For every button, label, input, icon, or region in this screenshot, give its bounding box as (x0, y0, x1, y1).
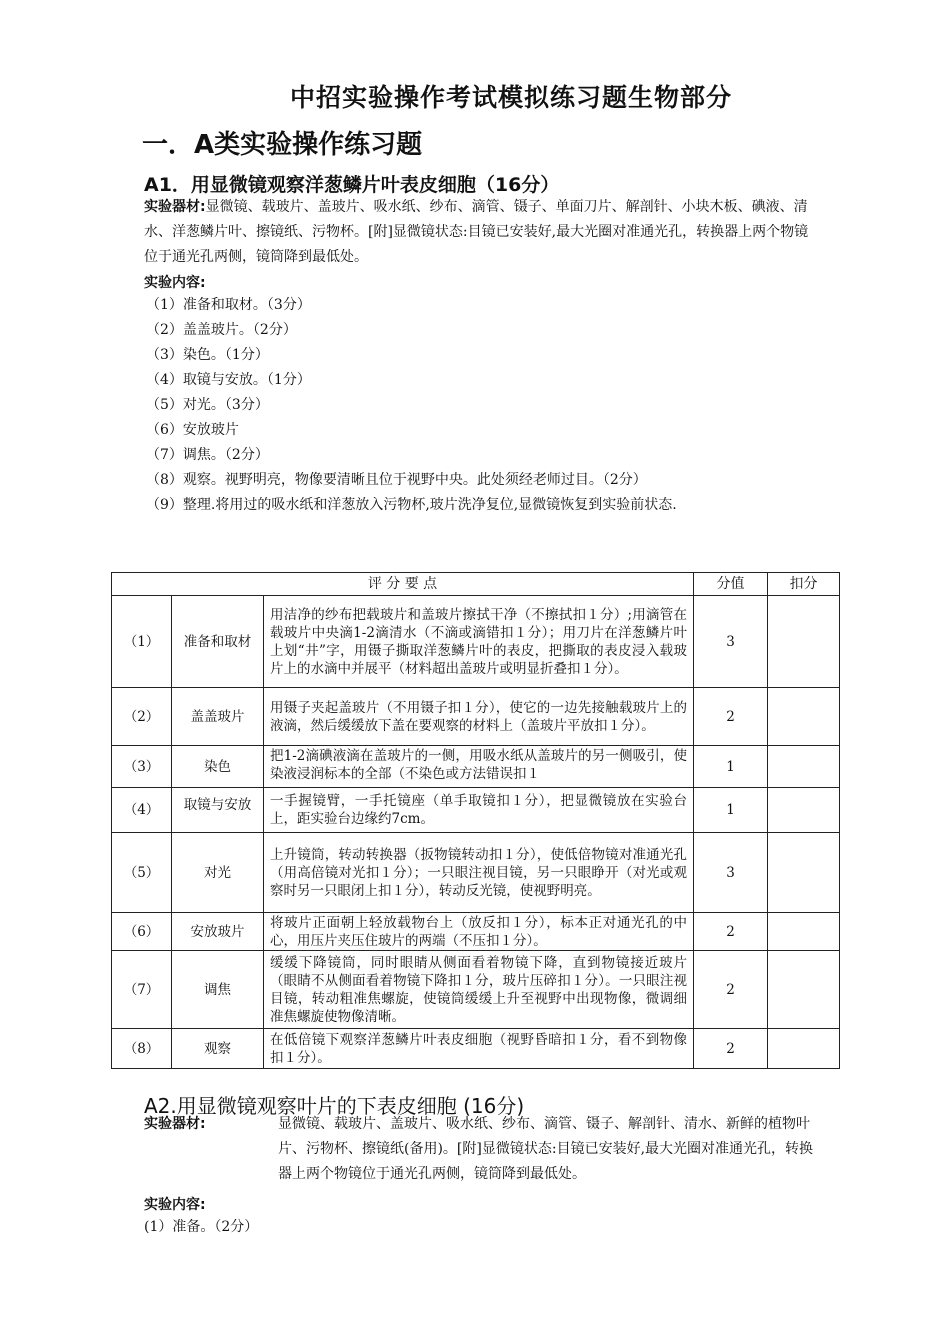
a2-equipment-text: 显微镜、载玻片、盖玻片、吸水纸、纱布、滴管、镊子、解剖针、清水、新鲜的植物叶片、污物杯、擦镜纸(备用)。[附]显微镜状态:目镜已安装好,最大光圈对准通光孔，转换器上两个物镜位于通光孔两侧，镜筒降到最低处。 (278, 1116, 814, 1182)
table-row (112, 1029, 840, 1069)
a1-step: （3）染色。（1分） (146, 347, 269, 363)
row-score: 1 (694, 746, 768, 788)
row-score: 2 (694, 913, 768, 951)
header-score: 分值 (694, 573, 768, 596)
a1-step: （2）盖盖玻片。（2分） (146, 322, 297, 338)
row-name: 观察 (172, 1029, 264, 1069)
row-index: （6） (112, 913, 172, 951)
scoring-table (111, 572, 840, 1069)
a2-equipment-label: 实验器材: (144, 1116, 206, 1132)
a1-heading: A1．用显微镜观察洋葱鳞片叶表皮细胞（16分） (144, 174, 560, 196)
row-description: 将玻片正面朝上轻放载物台上（放反扣１分），标本正对通光孔的中心，用压片夹压住玻片的两端（不压扣１分）。 (264, 913, 694, 951)
row-name: 调焦 (172, 951, 264, 1029)
row-description: 缓缓下降镜筒，同时眼睛从侧面看着物镜下降，直到物镜接近玻片（眼睛不从侧面看着物镜下降扣１分，玻片压碎扣１分）。一只眼注视目镜，转动粗准焦螺旋，使镜筒缓缓上升至视野中出现物像，微调细准焦螺旋使物像清晰。 (264, 951, 694, 1029)
a1-step: （8）观察。视野明亮，物像要清晰且位于视野中央。此处须经老师过目。（2分） (146, 472, 647, 488)
row-description: 把1-2滴碘液滴在盖玻片的一侧，用吸水纸从盖玻片的另一侧吸引，使染液浸润标本的全部（不染色或方法错误扣１ (270, 747, 688, 782)
row-name: 安放玻片 (172, 913, 264, 951)
table-row (112, 688, 840, 746)
a1-equipment-text: 显微镜、载玻片、盖玻片、吸水纸、纱布、滴管、镊子、单面刀片、解剖针、小块木板、碘液、清水、洋葱鳞片叶、擦镜纸、污物杯。[附]显微镜状态:目镜已安装好,最大光圈对准通光孔，转换器上两个物镜位于通光孔两侧，镜筒降到最低处。 (144, 199, 809, 265)
a1-step: （6）安放玻片 (146, 422, 239, 438)
a1-step: （4）取镜与安放。（1分） (146, 372, 311, 388)
row-name: 染色 (172, 746, 264, 788)
row-deduct-cell[interactable] (768, 1029, 840, 1069)
row-deduct-cell[interactable] (768, 833, 840, 913)
header-deduct: 扣分 (768, 573, 840, 596)
row-deduct-cell[interactable] (768, 788, 840, 833)
a1-equipment-label: 实验器材: (144, 199, 206, 215)
row-index: （8） (112, 1029, 172, 1069)
row-index: （1） (112, 596, 172, 688)
row-index: （4） (112, 788, 172, 833)
a1-equipment (144, 195, 814, 270)
row-description: 上升镜筒，转动转换器（扳物镜转动扣１分），使低倍物镜对准通光孔（用高倍镜对光扣１分）；一只眼注视目镜，另一只眼睁开（对光或观察时另一只眼闭上扣１分），转动反光镜，使视野明亮。 (264, 833, 694, 913)
row-score: 1 (694, 788, 768, 833)
row-name: 盖盖玻片 (172, 688, 264, 746)
table-row (112, 833, 840, 913)
row-deduct-cell[interactable] (768, 951, 840, 1029)
a1-step: （5）对光。（3分） (146, 397, 269, 413)
row-score: 3 (694, 596, 768, 688)
a1-step: （1）准备和取材。（3分） (146, 297, 311, 313)
a1-step-list (146, 293, 677, 518)
row-score: 2 (694, 688, 768, 746)
row-description: 用洁净的纱布把载玻片和盖玻片擦拭干净（不擦拭扣１分）;用滴管在载玻片中央滴1-2滴清水（不滴或滴错扣１分）；用刀片在洋葱鳞片叶上划“井”字，用镊子撕取洋葱鳞片叶的表皮，把撕取的表皮浸入载玻片上的水滴中并展平（材料超出盖玻片或明显折叠扣１分）。 (264, 596, 694, 688)
row-index: （7） (112, 951, 172, 1029)
row-index: （3） (112, 746, 172, 788)
row-deduct-cell[interactable] (768, 746, 840, 788)
a1-step: （7）调焦。（2分） (146, 447, 269, 463)
row-name: 取镜与安放 (183, 797, 252, 813)
row-deduct-cell[interactable] (768, 596, 840, 688)
table-row (112, 913, 840, 951)
table-header-row (112, 573, 840, 596)
row-description: 用镊子夹起盖玻片（不用镊子扣１分），使它的一边先接触载玻片上的液滴，然后缓缓放下盖在要观察的材料上（盖玻片平放扣１分）。 (264, 688, 694, 746)
row-deduct-cell[interactable] (768, 688, 840, 746)
row-name: 准备和取材 (172, 596, 264, 688)
row-description: 一手握镜臂，一手托镜座（单手取镜扣１分），把显微镜放在实验台上，距实验台边缘约7cm。 (264, 788, 694, 833)
row-description: 在低倍镜下观察洋葱鳞片叶表皮细胞（视野昏暗扣１分，看不到物像扣１分）。 (264, 1029, 694, 1069)
row-index: （2） (112, 688, 172, 746)
row-score: 2 (694, 951, 768, 1029)
a1-content-label: 实验内容: (144, 275, 206, 291)
section-heading: 一．A类实验操作练习题 (142, 130, 423, 160)
row-score: 2 (694, 1029, 768, 1069)
row-name: 对光 (172, 833, 264, 913)
header-points: 评 分 要 点 (112, 573, 694, 596)
table-row (112, 596, 840, 688)
row-deduct-cell[interactable] (768, 913, 840, 951)
table-row (112, 788, 840, 833)
a2-step: (1）准备。（2分） (144, 1219, 259, 1235)
a2-content-label: 实验内容: (144, 1197, 206, 1213)
table-row (112, 951, 840, 1029)
page-title: 中招实验操作考试模拟练习题生物部分 (290, 83, 733, 112)
table-row (112, 746, 840, 788)
row-index: （5） (112, 833, 172, 913)
a1-step: （9）整理.将用过的吸水纸和洋葱放入污物杯,玻片洗净复位,显微镜恢复到实验前状态. (146, 497, 677, 513)
a2-heading: A2.用显微镜观察叶片的下表皮细胞 (16分) (144, 1094, 525, 1118)
row-score: 3 (694, 833, 768, 913)
